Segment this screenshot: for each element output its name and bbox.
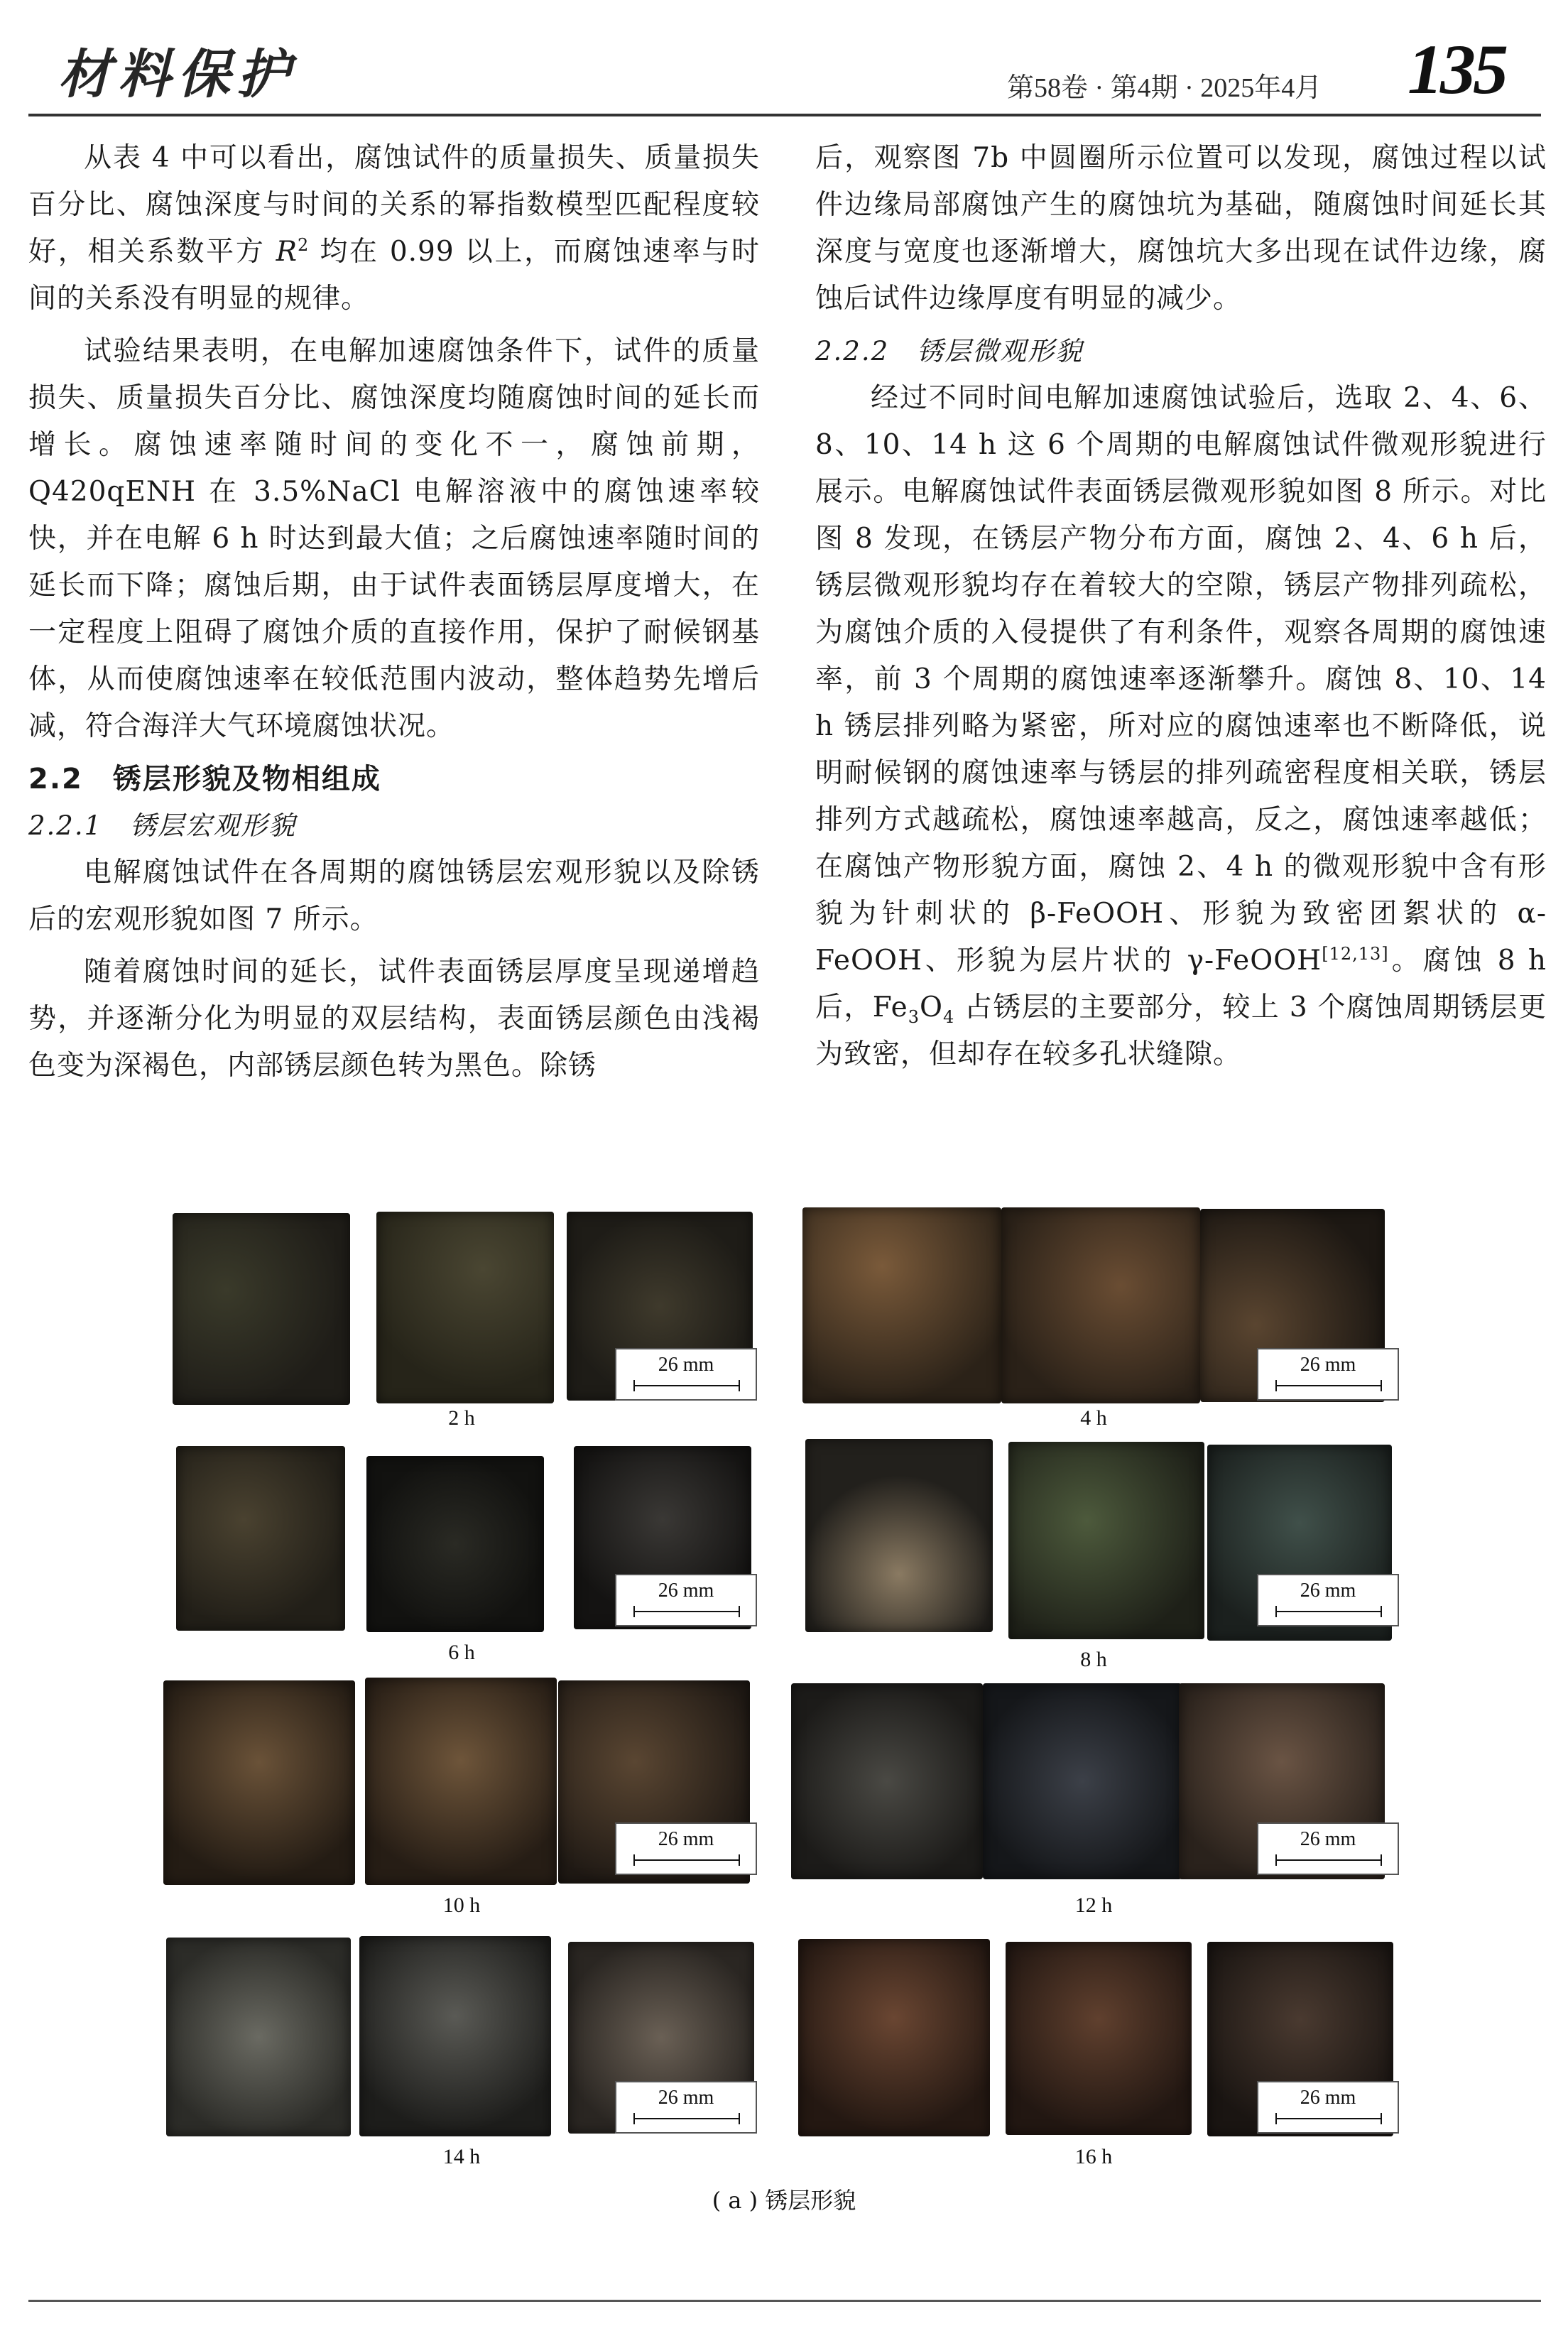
scale-bar: 26 mm bbox=[1257, 2081, 1399, 2134]
section-heading: 2.2 锈层形貌及物相组成 bbox=[28, 763, 381, 795]
right-column bbox=[815, 135, 1547, 1084]
panel-label: 12 h bbox=[1074, 1893, 1113, 1917]
specimen-photo bbox=[366, 1456, 544, 1632]
scale-bar: 26 mm bbox=[615, 1574, 757, 1626]
specimen-photo bbox=[173, 1213, 350, 1405]
paragraph: 试验结果表明，在电解加速腐蚀条件下，试件的质量损失、质量损失百分比、腐蚀深度均随腐蚀时间的延长而增长。腐蚀速率随时间的变化不一，腐蚀前期，Q420qENH 在 3.5%NaCl 电解溶液中的腐蚀速率较快，并在电解 6 h 时达到最大值；之后腐蚀速率随时间的延长而下降；腐蚀后期，由于试件表面锈层厚度增大，在一定程度上阻碍了腐蚀介质的直接作用，保护了耐候钢基体，从而使腐蚀速率在较低范围内波动，整体趋势先增后减，符合海洋大气环境腐蚀状况。 bbox=[28, 335, 760, 742]
scale-bar: 26 mm bbox=[615, 2081, 757, 2134]
specimen-photo bbox=[805, 1439, 993, 1632]
scale-bar: 26 mm bbox=[1257, 1822, 1399, 1875]
paragraph: 后，观察图 7b 中圆圈所示位置可以发现，腐蚀过程以试件边缘局部腐蚀产生的腐蚀坑为基础，随腐蚀时间延长其深度与宽度也逐渐增大，腐蚀坑大多出现在试件边缘，腐蚀后试件边缘厚度有明显的减少。 bbox=[815, 142, 1547, 315]
scale-bar: 26 mm bbox=[615, 1348, 757, 1401]
footer-divider bbox=[28, 2300, 1541, 2302]
specimen-photo bbox=[1008, 1442, 1204, 1639]
subsection-heading: 2.2.2 锈层微观形貌 bbox=[815, 336, 1084, 366]
paragraph: 经过不同时间电解加速腐蚀试验后，选取 2、4、6、8、10、14 h 这 6 个周期的电解腐蚀试件微观形貌进行展示。电解腐蚀试件表面锈层微观形貌如图 8 所示。对比图 8 发现，在锈层产物分布方面，腐蚀 2、4、6 h 后，锈层微观形貌均存在着较大的空隙，锈层产物排列疏松，为腐蚀介质的入侵提供了有利条件，观察各周期的腐蚀速率，前 3 个周期的腐蚀速率逐渐攀升。腐蚀 8、10、14 h 锈层排列略为紧密，所对应的腐蚀速率也不断降低，说明耐候钢的腐蚀速率与锈层的排列疏密程度相关联，锈层排列方式越疏松，腐蚀速率越高，反之，腐蚀速率越低；在腐蚀产物形貌方面，腐蚀 2、4 h 的微观形貌中含有形貌为针刺状的 β-FeOOH、形貌为致密团絮状的 α-FeOOH、形貌为层片状的 γ-FeOOH[12,13]。腐蚀 8 h 后，$Fe_3O_4$ 占锈层的主要部分，较上 3 个腐蚀周期锈层更为致密，但却存在较多孔状缝隙。 bbox=[815, 382, 1547, 1070]
specimen-photo bbox=[176, 1446, 345, 1631]
panel-label: 10 h bbox=[442, 1893, 481, 1917]
panel-label: 8 h bbox=[1080, 1648, 1107, 1671]
paragraph: 从表 4 中可以看出，腐蚀试件的质量损失、质量损失百分比、腐蚀深度与时间的关系的幂指数模型匹配程度较好，相关系数平方 $R^2$ 均在 0.99 以上，而腐蚀速率与时间的关系没有明显的规律。 bbox=[28, 142, 760, 315]
paragraph: 随着腐蚀时间的延长，试件表面锈层厚度呈现递增趋势，并逐渐分化为明显的双层结构，表面锈层颜色由浅褐色变为深褐色，内部锈层颜色转为黑色。除锈 bbox=[28, 956, 760, 1082]
scale-bar: 26 mm bbox=[615, 1822, 757, 1875]
page-number: 135 bbox=[1408, 30, 1506, 109]
specimen-photo bbox=[166, 1938, 351, 2136]
specimen-photo bbox=[798, 1939, 990, 2136]
panel-label: 2 h bbox=[448, 1406, 475, 1430]
specimen-photo bbox=[1006, 1942, 1192, 2135]
journal-logo: 材料保护 bbox=[58, 44, 297, 105]
page-header bbox=[0, 0, 1568, 114]
figure-caption: ( a ) 锈层形貌 bbox=[712, 2187, 856, 2214]
panel-label: 4 h bbox=[1080, 1406, 1107, 1430]
subsection-heading: 2.2.1 锈层宏观形貌 bbox=[28, 810, 297, 841]
left-column bbox=[28, 135, 760, 1095]
specimen-photo bbox=[802, 1207, 1001, 1403]
panel-label: 16 h bbox=[1074, 2145, 1113, 2168]
figure-rust-morphology bbox=[0, 1200, 1568, 2214]
panel-label: 14 h bbox=[442, 2145, 481, 2168]
specimen-photo bbox=[365, 1678, 557, 1885]
header-divider bbox=[28, 114, 1541, 116]
issue-info: 第58卷 · 第4期 · 2025年4月 bbox=[1007, 73, 1322, 103]
scale-bar: 26 mm bbox=[1257, 1574, 1399, 1626]
specimen-photo bbox=[376, 1212, 554, 1403]
specimen-photo bbox=[791, 1683, 983, 1879]
scale-bar: 26 mm bbox=[1257, 1348, 1399, 1401]
specimen-photo bbox=[983, 1683, 1182, 1879]
panel-label: 6 h bbox=[448, 1641, 475, 1664]
specimen-photo bbox=[359, 1936, 551, 2136]
specimen-photo bbox=[163, 1680, 355, 1885]
paragraph: 电解腐蚀试件在各周期的腐蚀锈层宏观形貌以及除锈后的宏观形貌如图 7 所示。 bbox=[28, 857, 760, 935]
specimen-photo bbox=[1001, 1207, 1200, 1403]
